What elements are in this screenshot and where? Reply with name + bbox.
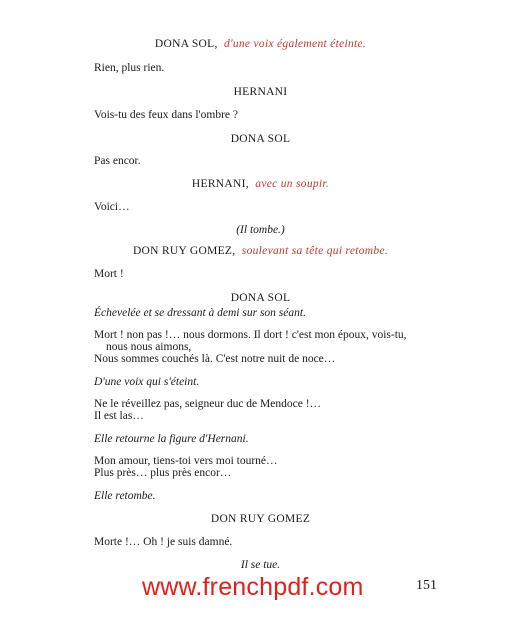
dialogue-line: Ne le réveillez pas, seigneur duc de Mendoce !… <box>94 398 322 410</box>
dialogue-line: Plus près… plus près encor… <box>94 467 232 479</box>
speaker-heading: HERNANI, avec un soupir. <box>191 178 330 190</box>
stage-direction: (Il tombe.) <box>236 224 285 236</box>
dialogue-line: Mort ! non pas !… nous dormons. Il dort ! c'est mon époux, vois-tu, <box>94 329 407 341</box>
stage-direction: Il se tue. <box>240 559 281 571</box>
speaker-heading: DONA SOL, d'une voix également éteinte. <box>154 38 367 50</box>
dialogue-line: Nous sommes couchés là. C'est notre nuit de noce… <box>94 353 336 365</box>
speaker-heading: DON RUY GOMEZ <box>210 513 311 525</box>
stage-direction: Échevelée et se dressant à demi sur son séant. <box>94 307 306 319</box>
dialogue-line: Il est las… <box>94 410 144 422</box>
stage-direction: soulevant sa tête qui retombe. <box>241 245 389 257</box>
dialogue-line: nous nous aimons, <box>106 341 192 353</box>
dialogue-line: Rien, plus rien. <box>94 62 165 74</box>
page-number: 151 <box>416 578 437 593</box>
speaker-heading: DON RUY GOMEZ, soulevant sa tête qui retombe. <box>132 245 389 257</box>
stage-direction: avec un soupir. <box>255 178 330 190</box>
dialogue-line: Vois-tu des feux dans l'ombre ? <box>94 109 238 121</box>
speaker-heading: DONA SOL <box>230 133 291 145</box>
speaker-heading: DONA SOL <box>230 292 291 304</box>
speaker-heading: HERNANI <box>233 86 288 98</box>
dialogue-line: Morte !… Oh ! je suis damné. <box>94 536 233 548</box>
dialogue-line: Mon amour, tiens-toi vers moi tourné… <box>94 455 278 467</box>
stage-direction: Elle retombe. <box>94 490 156 502</box>
stage-direction: Elle retourne la figure d'Hernani. <box>94 433 249 445</box>
dialogue-line: Mort ! <box>94 268 124 280</box>
stage-direction: D'une voix qui s'éteint. <box>94 376 200 388</box>
dialogue-line: Voici… <box>94 201 130 213</box>
watermark-link[interactable]: www.frenchpdf.com <box>142 573 364 601</box>
dialogue-line: Pas encor. <box>94 155 141 167</box>
stage-direction: d'une voix également éteinte. <box>224 38 367 50</box>
